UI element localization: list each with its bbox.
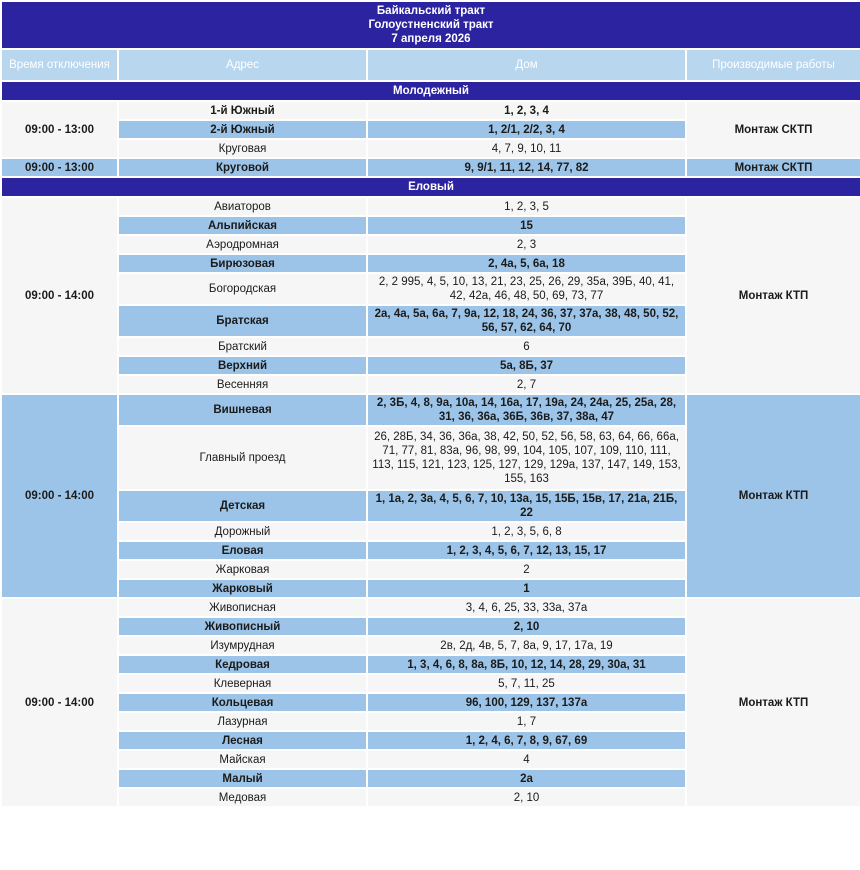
house-list: 2, 3 [368, 236, 685, 253]
house-list: 15 [368, 217, 685, 234]
house-list: 1, 2, 3, 4 [368, 102, 685, 119]
street-name: Жарковый [119, 580, 366, 597]
title-line-1: Байкальский тракт [376, 5, 486, 17]
house-list: 5а, 8Б, 37 [368, 357, 685, 374]
street-name: Еловая [119, 542, 366, 559]
house-list: 4, 7, 9, 10, 11 [368, 140, 685, 157]
title-line-2: Голоустненский тракт [368, 19, 494, 31]
house-list: 2, 10 [368, 789, 685, 806]
house-list: 1, 1а, 2, 3а, 4, 5, 6, 7, 10, 13а, 15, 15Б, 15в, 17, 21а, 21Б, 22 [368, 491, 685, 521]
street-name: Круговой [119, 159, 366, 176]
street-name: Кедровая [119, 656, 366, 673]
table-row [2, 198, 860, 215]
house-list: 96, 100, 129, 137, 137а [368, 694, 685, 711]
street-name: Верхний [119, 357, 366, 374]
street-name: Братская [119, 306, 366, 336]
house-list: 5, 7, 11, 25 [368, 675, 685, 692]
table-row [2, 599, 860, 616]
street-name: Майская [119, 751, 366, 768]
house-list: 1, 2, 3, 5, 6, 8 [368, 523, 685, 540]
house-list: 2 [368, 561, 685, 578]
house-list: 2в, 2д, 4в, 5, 7, 8а, 9, 17, 17а, 19 [368, 637, 685, 654]
street-name: Медовая [119, 789, 366, 806]
table-row [2, 395, 860, 425]
table-row [2, 159, 860, 176]
work-type: Монтаж СКТП [687, 102, 860, 157]
title-row [2, 2, 860, 48]
street-name: Кольцевая [119, 694, 366, 711]
street-name: Живописный [119, 618, 366, 635]
house-list: 1, 2/1, 2/2, 3, 4 [368, 121, 685, 138]
street-name: Весенняя [119, 376, 366, 393]
street-name: Жарковая [119, 561, 366, 578]
house-list: 3, 4, 6, 25, 33, 33а, 37а [368, 599, 685, 616]
street-name: Лесная [119, 732, 366, 749]
title-date: 7 апреля 2026 [391, 33, 471, 45]
work-type: Монтаж КТП [687, 599, 860, 806]
street-name: Авиаторов [119, 198, 366, 215]
house-list: 9, 9/1, 11, 12, 14, 77, 82 [368, 159, 685, 176]
street-name: Бирюзовая [119, 255, 366, 272]
house-list: 26, 28Б, 34, 36, 36а, 38, 42, 50, 52, 56, 58, 63, 64, 66, 66а, 71, 77, 81, 83а, 96, 98, 99, 104, 105, 107, 109, 110, 111, 113, 115, 121, 123, 125, 127, 129, 129а, 137, 147, 149, 153, 155, 163 [368, 427, 685, 489]
house-list: 1, 2, 3, 5 [368, 198, 685, 215]
house-list: 2, 10 [368, 618, 685, 635]
street-name: Вишневая [119, 395, 366, 425]
house-list: 1, 2, 4, 6, 7, 8, 9, 67, 69 [368, 732, 685, 749]
table-title [2, 2, 860, 48]
street-name: Малый [119, 770, 366, 787]
street-name: 1-й Южный [119, 102, 366, 119]
house-list: 1 [368, 580, 685, 597]
house-list: 1, 3, 4, 6, 8, 8а, 8Б, 10, 12, 14, 28, 29, 30а, 31 [368, 656, 685, 673]
section-row [2, 82, 860, 100]
table-row [2, 102, 860, 119]
street-name: Братский [119, 338, 366, 355]
street-name: Круговая [119, 140, 366, 157]
street-name: Аэродромная [119, 236, 366, 253]
street-name: Детская [119, 491, 366, 521]
house-list: 4 [368, 751, 685, 768]
house-list: 2, 7 [368, 376, 685, 393]
street-name: Изумрудная [119, 637, 366, 654]
street-name: Дорожный [119, 523, 366, 540]
street-name: 2-й Южный [119, 121, 366, 138]
house-list: 6 [368, 338, 685, 355]
outage-time: 09:00 - 13:00 [2, 159, 117, 176]
column-header-address: Адрес [119, 50, 366, 80]
house-list: 2, 4а, 5, 6а, 18 [368, 255, 685, 272]
column-header-work: Производимые работы [687, 50, 860, 80]
house-list: 2, 2 995, 4, 5, 10, 13, 21, 23, 25, 26, 29, 35а, 39Б, 40, 41, 42, 42а, 46, 48, 50, 69, 73, 77 [368, 274, 685, 304]
street-name: Клеверная [119, 675, 366, 692]
section-title: Молодежный [2, 82, 860, 100]
street-name: Живописная [119, 599, 366, 616]
work-type: Монтаж КТП [687, 395, 860, 597]
outage-time: 09:00 - 14:00 [2, 599, 117, 806]
street-name: Главный проезд [119, 427, 366, 489]
house-list: 2а [368, 770, 685, 787]
section-row [2, 178, 860, 196]
house-list: 2а, 4а, 5а, 6а, 7, 9а, 12, 18, 24, 36, 37, 37а, 38, 48, 50, 52, 56, 57, 62, 64, 70 [368, 306, 685, 336]
outage-time: 09:00 - 14:00 [2, 395, 117, 597]
house-list: 1, 2, 3, 4, 5, 6, 7, 12, 13, 15, 17 [368, 542, 685, 559]
column-header-time: Время отключения [2, 50, 117, 80]
column-header-row [2, 50, 860, 80]
column-header-house: Дом [368, 50, 685, 80]
house-list: 2, 3Б, 4, 8, 9а, 10а, 14, 16а, 17, 19а, 24, 24а, 25, 25а, 28, 31, 36, 36а, 36Б, 36в, 37, 38а, 47 [368, 395, 685, 425]
work-type: Монтаж СКТП [687, 159, 860, 176]
street-name: Альпийская [119, 217, 366, 234]
work-type: Монтаж КТП [687, 198, 860, 393]
street-name: Богородская [119, 274, 366, 304]
outage-time: 09:00 - 14:00 [2, 198, 117, 393]
outage-time: 09:00 - 13:00 [2, 102, 117, 157]
section-title: Еловый [2, 178, 860, 196]
street-name: Лазурная [119, 713, 366, 730]
house-list: 1, 7 [368, 713, 685, 730]
